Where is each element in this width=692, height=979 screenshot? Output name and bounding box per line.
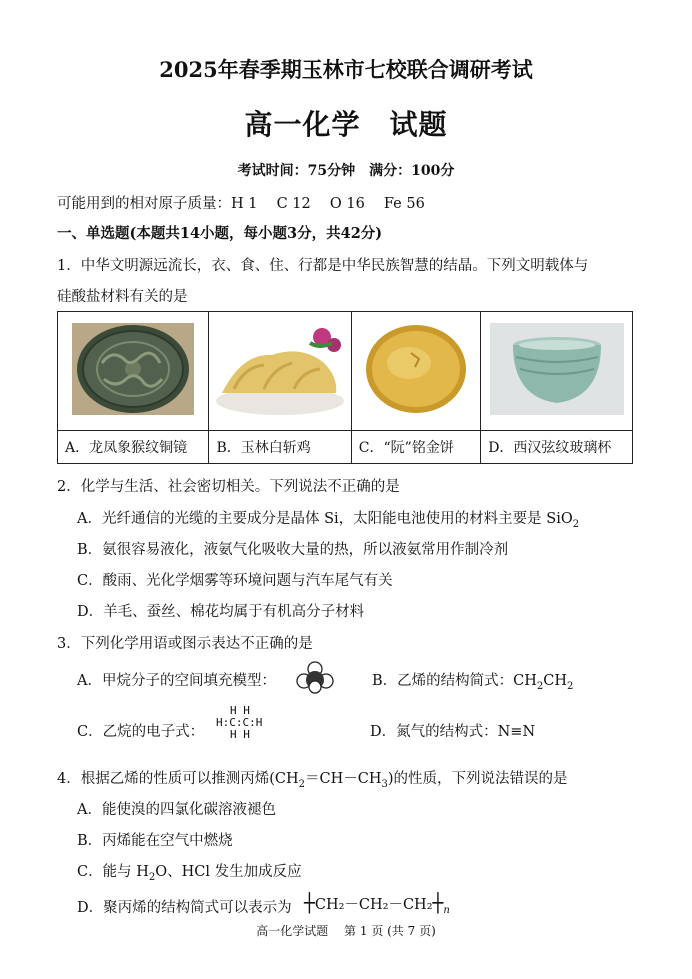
q1-stem-line2: 硅酸盐材料有关的是 [57, 289, 188, 305]
q2-option-c: C．酸雨、光化学烟雾等环境问题与汽车尾气有关 [77, 573, 393, 589]
q4-stem: 4．根据乙烯的性质可以推测丙烯$(CH_2=CH-CH_3)$的性质，下列说法错误的是 [57, 771, 568, 790]
subject-title: 高一化学 试题 [244, 108, 448, 141]
exam-info: 考试时间：75分钟 满分：100分 [237, 163, 455, 179]
q1-image-cell-c [351, 312, 480, 431]
methane-space-filling-model-icon [296, 660, 334, 694]
q3-stem: 3．下列化学用语或图示表达不正确的是 [57, 636, 313, 652]
bronze-mirror-image [72, 323, 194, 415]
polypropylene-formula: $┼CH_2-CH_2-CH_2┼_n$ [304, 893, 450, 916]
q1-option-a: A．龙凤象猴纹铜镜 [58, 431, 209, 464]
q4-option-a: A．能使溴的四氯化碳溶液褪色 [77, 802, 276, 818]
page-footer: 高一化学试题 第 1 页 (共 7 页) [256, 924, 436, 938]
ethane-middle: H:C:C:H [216, 716, 263, 729]
q1-option-b: B．玉林白斩鸡 [209, 431, 351, 464]
q3-option-a: A．甲烷分子的空间填充模型： [77, 673, 276, 689]
q1-image-cell-d [481, 312, 633, 431]
q2-option-a: A．光纤通信的光缆的主要成分是晶体 Si，太阳能电池使用的材料主要是 SiO$_2$ [77, 511, 580, 530]
q1-option-c: C．“阮”铭金饼 [351, 431, 480, 464]
ethane-top-h: H H [230, 704, 250, 717]
q3-option-b: B．乙烯的结构简式：$CH_2CH_2$ [372, 673, 574, 692]
q4-option-c: C．能与 $H_2O$、HCl 发生加成反应 [77, 864, 302, 883]
q2-option-b: B．氨很容易液化，液氨气化吸收大量的热，所以液氨常用作制冷剂 [77, 542, 509, 558]
q4-option-b: B．丙烯能在空气中燃烧 [77, 833, 233, 849]
ethane-electron-formula [216, 705, 262, 741]
q4-option-d: D．聚丙烯的结构简式可以表示为 [77, 900, 292, 916]
q1-option-d: D．西汉弦纹玻璃杯 [481, 431, 633, 464]
gold-cake-image [363, 323, 469, 415]
exam-title: 2025年春季期玉林市七校联合调研考试 [159, 57, 533, 82]
atomic-masses: 可能用到的相对原子质量：H 1 C 12 O 16 Fe 56 [57, 196, 425, 212]
q1-image-cell-a [58, 312, 209, 431]
q1-stem-line1: 1．中华文明源远流长，衣、食、住、行都是中华民族智慧的结晶。下列文明载体与 [57, 258, 589, 274]
glass-cup-image [490, 323, 624, 415]
q1-image-table [57, 311, 633, 464]
q3-option-c: C．乙烷的电子式： [77, 724, 205, 740]
q2-stem: 2．化学与生活、社会密切相关。下列说法不正确的是 [57, 479, 400, 495]
q2-option-d: D．羊毛、蚕丝、棉花均属于有机高分子材料 [77, 604, 365, 620]
q1-image-cell-b [209, 312, 351, 431]
white-cut-chicken-image [214, 323, 346, 415]
q3-option-d: D．氮气的结构式：N≡N [370, 724, 536, 740]
section-heading: 一、单选题(本题共14小题，每小题3分，共42分) [57, 225, 383, 242]
ethane-bottom-h: H H [230, 728, 250, 741]
